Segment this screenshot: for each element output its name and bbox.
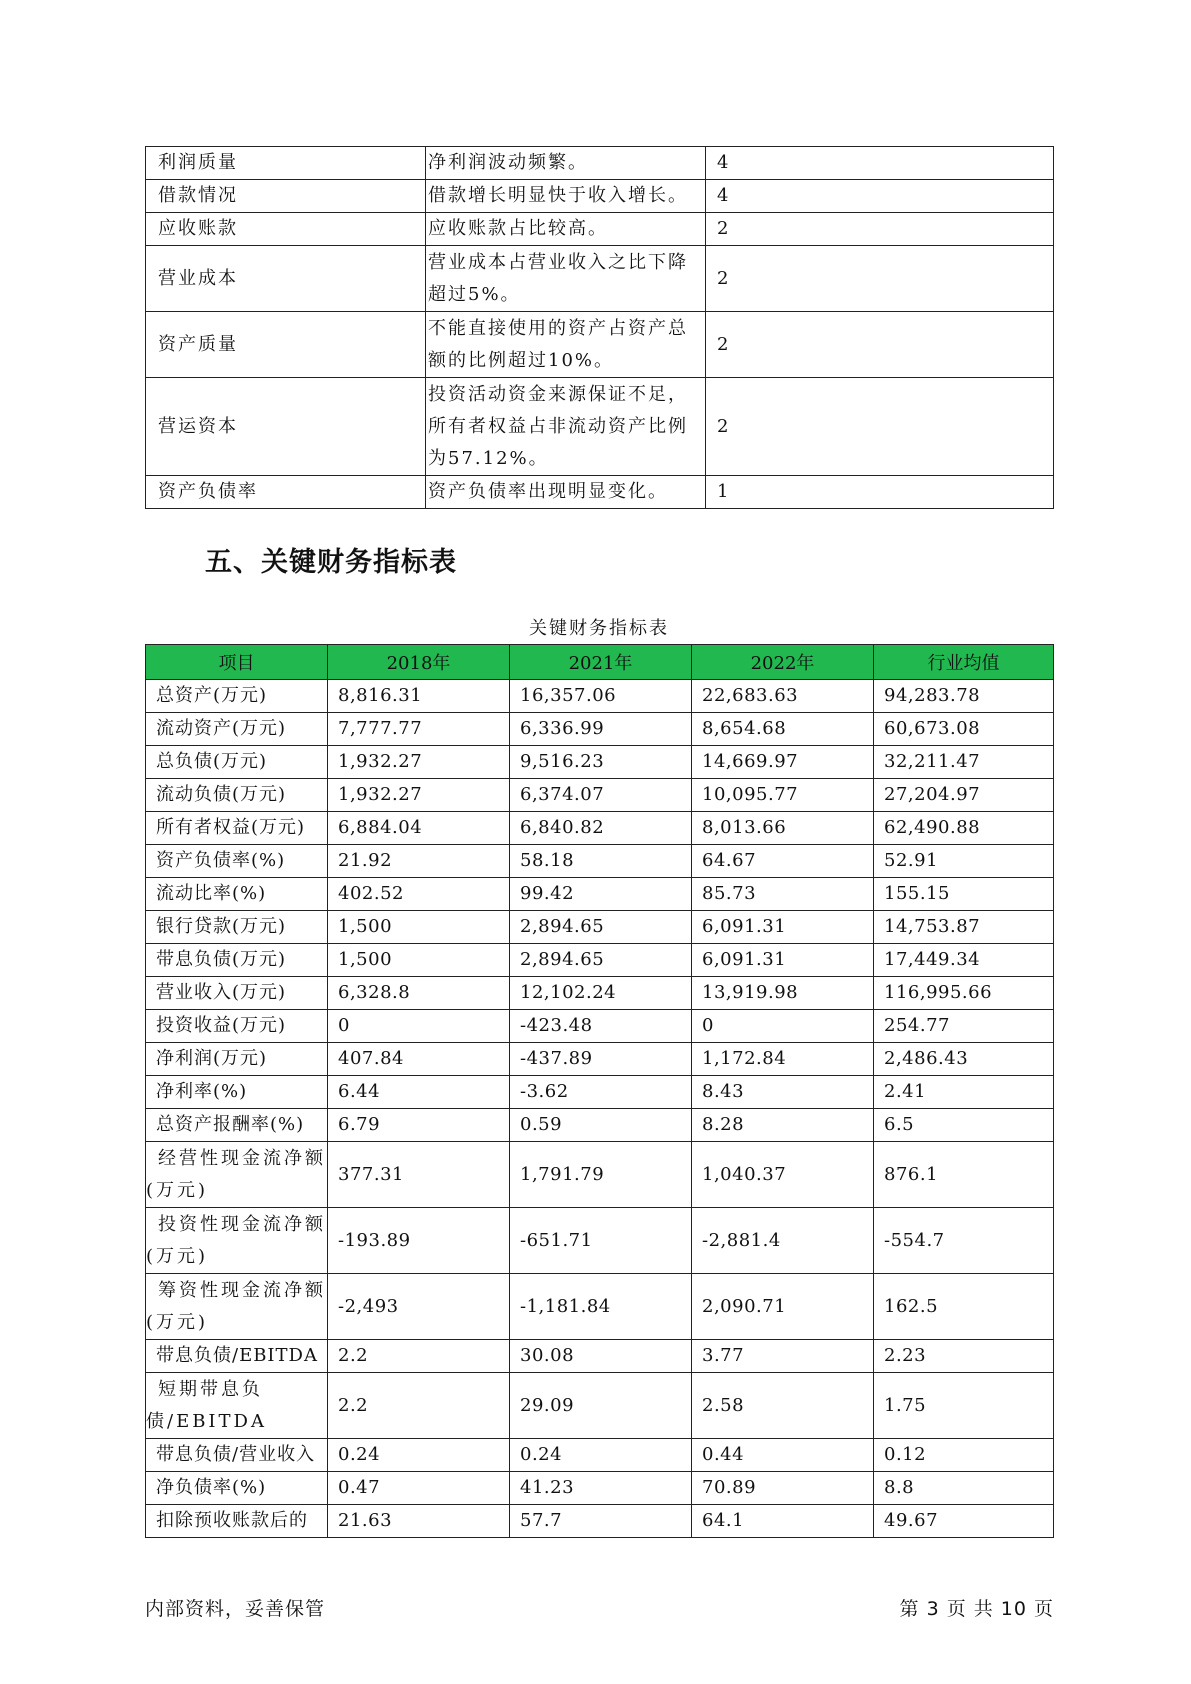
table-cell: 6,840.82 — [510, 812, 692, 845]
risk-score: 1 — [706, 476, 1054, 509]
table-cell: 32,211.47 — [874, 746, 1054, 779]
row-label: 净利润(万元) — [146, 1043, 328, 1076]
table-cell: 2,894.65 — [510, 911, 692, 944]
table-cell: 70.89 — [692, 1472, 874, 1505]
risk-row — [146, 312, 1054, 378]
table-caption: 关键财务指标表 — [529, 618, 669, 639]
table-cell: 27,204.97 — [874, 779, 1054, 812]
risk-desc: 应收账款占比较高。 — [426, 213, 706, 246]
table-cell: 2.2 — [328, 1340, 510, 1373]
table-row — [146, 911, 1054, 944]
risk-score: 4 — [706, 147, 1054, 180]
footer-confidential-note: 内部资料，妥善保管 — [145, 1598, 326, 1620]
table-cell: 6.5 — [874, 1109, 1054, 1142]
row-label: 营业收入(万元) — [146, 977, 328, 1010]
table-cell: 41.23 — [510, 1472, 692, 1505]
risk-item: 资产质量 — [146, 312, 426, 378]
row-label: 扣除预收账款后的 — [146, 1505, 328, 1538]
table-row — [146, 1472, 1054, 1505]
table-cell: -1,181.84 — [510, 1274, 692, 1340]
table-row — [146, 1274, 1054, 1340]
key-financial-indicators-table — [145, 644, 1054, 1538]
row-label: 投资收益(万元) — [146, 1010, 328, 1043]
table-row — [146, 1373, 1054, 1439]
risk-row — [146, 213, 1054, 246]
table-cell: 0 — [328, 1010, 510, 1043]
row-label: 短期带息负债/EBITDA — [146, 1373, 328, 1439]
table-cell: 2.2 — [328, 1373, 510, 1439]
table-cell: 64.1 — [692, 1505, 874, 1538]
table-cell: 14,753.87 — [874, 911, 1054, 944]
table-cell: 6.79 — [328, 1109, 510, 1142]
table-cell: 13,919.98 — [692, 977, 874, 1010]
table-cell: 58.18 — [510, 845, 692, 878]
risk-desc: 投资活动资金来源保证不足，所有者权益占非流动资产比例为57.12%。 — [426, 378, 706, 476]
table-cell: 2.41 — [874, 1076, 1054, 1109]
risk-desc: 净利润波动频繁。 — [426, 147, 706, 180]
table-cell: 2,486.43 — [874, 1043, 1054, 1076]
table-cell: 377.31 — [328, 1142, 510, 1208]
table-row — [146, 1505, 1054, 1538]
table-cell: 14,669.97 — [692, 746, 874, 779]
table-cell: 2,894.65 — [510, 944, 692, 977]
table-cell: 8,816.31 — [328, 680, 510, 713]
risk-desc: 资产负债率出现明显变化。 — [426, 476, 706, 509]
table-cell: 8.43 — [692, 1076, 874, 1109]
table-cell: 94,283.78 — [874, 680, 1054, 713]
table-cell: 21.92 — [328, 845, 510, 878]
row-label: 流动负债(万元) — [146, 779, 328, 812]
table-cell: 254.77 — [874, 1010, 1054, 1043]
table-cell: 1,040.37 — [692, 1142, 874, 1208]
table-cell: 8.8 — [874, 1472, 1054, 1505]
table-cell: 57.7 — [510, 1505, 692, 1538]
row-label: 带息负债/EBITDA — [146, 1340, 328, 1373]
risk-score: 2 — [706, 312, 1054, 378]
table-cell: 1,932.27 — [328, 746, 510, 779]
table-cell: 1,500 — [328, 944, 510, 977]
table-row — [146, 1010, 1054, 1043]
risk-item: 营业成本 — [146, 246, 426, 312]
table-cell: -2,881.4 — [692, 1208, 874, 1274]
risk-factor-table — [145, 146, 1054, 509]
table-cell: 6,091.31 — [692, 911, 874, 944]
row-label: 经营性现金流净额(万元) — [146, 1142, 328, 1208]
table-cell: 1,932.27 — [328, 779, 510, 812]
table-row — [146, 1208, 1054, 1274]
table-body — [146, 680, 1054, 1538]
row-label: 总资产报酬率(%) — [146, 1109, 328, 1142]
table-cell: 29.09 — [510, 1373, 692, 1439]
risk-row — [146, 147, 1054, 180]
table-cell: 6.44 — [328, 1076, 510, 1109]
risk-item: 资产负债率 — [146, 476, 426, 509]
risk-desc: 不能直接使用的资产占资产总额的比例超过10%。 — [426, 312, 706, 378]
table-cell: 1,500 — [328, 911, 510, 944]
table-cell: 407.84 — [328, 1043, 510, 1076]
table-cell: 17,449.34 — [874, 944, 1054, 977]
risk-row — [146, 180, 1054, 213]
row-label: 净利率(%) — [146, 1076, 328, 1109]
table-cell: 0.47 — [328, 1472, 510, 1505]
table-cell: -423.48 — [510, 1010, 692, 1043]
risk-item: 应收账款 — [146, 213, 426, 246]
footer-page-number: 第 3 页 共 10 页 — [899, 1598, 1054, 1620]
table-cell: 64.67 — [692, 845, 874, 878]
risk-score: 2 — [706, 378, 1054, 476]
table-cell: 16,357.06 — [510, 680, 692, 713]
table-row — [146, 713, 1054, 746]
table-cell: 22,683.63 — [692, 680, 874, 713]
table-row — [146, 845, 1054, 878]
column-header: 行业均值 — [874, 645, 1054, 680]
row-label: 所有者权益(万元) — [146, 812, 328, 845]
table-cell: 402.52 — [328, 878, 510, 911]
table-row — [146, 1142, 1054, 1208]
table-cell: 2.58 — [692, 1373, 874, 1439]
row-label: 筹资性现金流净额(万元) — [146, 1274, 328, 1340]
table-cell: 21.63 — [328, 1505, 510, 1538]
row-label: 流动资产(万元) — [146, 713, 328, 746]
table-cell: 60,673.08 — [874, 713, 1054, 746]
table-cell: 162.5 — [874, 1274, 1054, 1340]
row-label: 资产负债率(%) — [146, 845, 328, 878]
risk-row — [146, 476, 1054, 509]
table-cell: 876.1 — [874, 1142, 1054, 1208]
table-row — [146, 680, 1054, 713]
table-cell: -3.62 — [510, 1076, 692, 1109]
table-row — [146, 779, 1054, 812]
table-cell: 155.15 — [874, 878, 1054, 911]
risk-score: 4 — [706, 180, 1054, 213]
table-cell: -554.7 — [874, 1208, 1054, 1274]
table-cell: 30.08 — [510, 1340, 692, 1373]
table-cell: -2,493 — [328, 1274, 510, 1340]
table-cell: 6,374.07 — [510, 779, 692, 812]
table-row — [146, 1043, 1054, 1076]
table-row — [146, 1109, 1054, 1142]
risk-score: 2 — [706, 246, 1054, 312]
risk-score: 2 — [706, 213, 1054, 246]
table-cell: -437.89 — [510, 1043, 692, 1076]
table-row — [146, 746, 1054, 779]
table-row — [146, 812, 1054, 845]
table-cell: 2.23 — [874, 1340, 1054, 1373]
risk-desc: 营业成本占营业收入之比下降超过5%。 — [426, 246, 706, 312]
table-cell: 6,884.04 — [328, 812, 510, 845]
table-row — [146, 977, 1054, 1010]
risk-item: 营运资本 — [146, 378, 426, 476]
table-cell: 9,516.23 — [510, 746, 692, 779]
row-label: 流动比率(%) — [146, 878, 328, 911]
table-cell: 0.24 — [510, 1439, 692, 1472]
table-cell: 62,490.88 — [874, 812, 1054, 845]
row-label: 带息负债(万元) — [146, 944, 328, 977]
table-row — [146, 1076, 1054, 1109]
column-header: 2021年 — [510, 645, 692, 680]
table-cell: 1,791.79 — [510, 1142, 692, 1208]
risk-row — [146, 246, 1054, 312]
column-header: 项目 — [146, 645, 328, 680]
section-heading: 五、关键财务指标表 — [205, 547, 457, 578]
risk-item: 利润质量 — [146, 147, 426, 180]
table-cell: 0 — [692, 1010, 874, 1043]
table-cell: 0.12 — [874, 1439, 1054, 1472]
table-cell: 0.24 — [328, 1439, 510, 1472]
risk-row — [146, 378, 1054, 476]
row-label: 总资产(万元) — [146, 680, 328, 713]
table-row — [146, 1439, 1054, 1472]
table-cell: 1,172.84 — [692, 1043, 874, 1076]
row-label: 带息负债/营业收入 — [146, 1439, 328, 1472]
table-cell: 52.91 — [874, 845, 1054, 878]
table-cell: 49.67 — [874, 1505, 1054, 1538]
row-label: 银行贷款(万元) — [146, 911, 328, 944]
table-cell: 7,777.77 — [328, 713, 510, 746]
table-cell: 12,102.24 — [510, 977, 692, 1010]
row-label: 净负债率(%) — [146, 1472, 328, 1505]
table-cell: 116,995.66 — [874, 977, 1054, 1010]
table-cell: 6,336.99 — [510, 713, 692, 746]
table-row — [146, 878, 1054, 911]
column-header: 2022年 — [692, 645, 874, 680]
table-cell: 1.75 — [874, 1373, 1054, 1439]
table-cell: 85.73 — [692, 878, 874, 911]
table-cell: 10,095.77 — [692, 779, 874, 812]
column-header: 2018年 — [328, 645, 510, 680]
table-cell: 0.59 — [510, 1109, 692, 1142]
risk-desc: 借款增长明显快于收入增长。 — [426, 180, 706, 213]
table-cell: -193.89 — [328, 1208, 510, 1274]
table-cell: 8.28 — [692, 1109, 874, 1142]
table-cell: 2,090.71 — [692, 1274, 874, 1340]
table-cell: 8,654.68 — [692, 713, 874, 746]
table-cell: 6,328.8 — [328, 977, 510, 1010]
table-header-row — [146, 645, 1054, 680]
table-cell: 99.42 — [510, 878, 692, 911]
table-row — [146, 944, 1054, 977]
table-cell: 6,091.31 — [692, 944, 874, 977]
table-cell: 8,013.66 — [692, 812, 874, 845]
table-cell: 0.44 — [692, 1439, 874, 1472]
table-cell: -651.71 — [510, 1208, 692, 1274]
row-label: 投资性现金流净额(万元) — [146, 1208, 328, 1274]
table-row — [146, 1340, 1054, 1373]
row-label: 总负债(万元) — [146, 746, 328, 779]
risk-item: 借款情况 — [146, 180, 426, 213]
table-cell: 3.77 — [692, 1340, 874, 1373]
